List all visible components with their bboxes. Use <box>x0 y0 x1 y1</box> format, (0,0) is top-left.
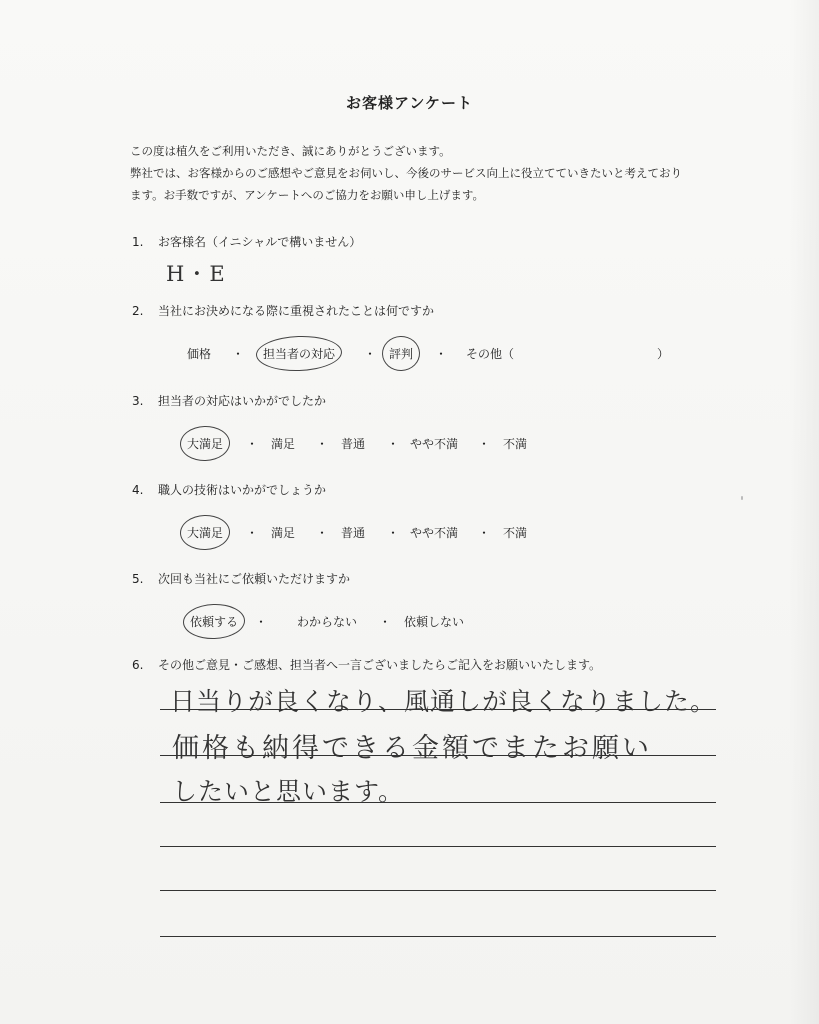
q5-separator: ・ <box>379 615 392 629</box>
q1-handwritten-answer: H・E <box>166 262 227 286</box>
q2-option-staff-response-selected[interactable]: 担当者の対応 <box>263 347 336 361</box>
question-number: 1. <box>132 235 144 249</box>
q3-option-very-satisfied-selected[interactable]: 大満足 <box>187 437 224 451</box>
q2-separator: ・ <box>435 347 448 361</box>
question-number: 3. <box>132 394 144 408</box>
q4-option-dissatisfied[interactable]: 不満 <box>503 526 528 540</box>
q3-option-average[interactable]: 普通 <box>341 437 366 451</box>
question-text: 当社にお決めになる際に重視されたことは何ですか <box>158 304 435 318</box>
q4-separator: ・ <box>246 526 259 540</box>
question-number: 5. <box>132 572 144 586</box>
answer-rule-5 <box>160 890 716 891</box>
question-4 <box>132 481 326 498</box>
q4-option-somewhat-dissatisfied[interactable]: やや不満 <box>410 526 459 540</box>
q2-separator: ・ <box>364 347 377 361</box>
q6-handwritten-line-3: したいと思います。 <box>172 777 405 806</box>
question-number: 4. <box>132 483 144 497</box>
q6-handwritten-line-1: 日当りが良くなり、風通しが良くなりました。 <box>170 687 717 716</box>
question-3 <box>132 392 326 409</box>
question-2 <box>132 302 434 319</box>
question-text: その他ご意見・ご感想、担当者へ一言ございましたらご記入をお願いいたします。 <box>158 658 602 672</box>
q3-separator: ・ <box>316 437 329 451</box>
intro-line-3: ます。お手数ですが、アンケートへのご協力をお願い申し上げます。 <box>130 188 484 202</box>
question-1 <box>132 233 361 250</box>
question-text: 次回も当社にご依頼いただけますか <box>158 572 351 586</box>
answer-rule-2 <box>160 755 716 756</box>
question-text: お客様名（イニシャルで構いません） <box>158 235 362 249</box>
q2-option-price[interactable]: 価格 <box>187 347 212 361</box>
q4-separator: ・ <box>478 526 491 540</box>
q5-option-will-request-selected[interactable]: 依頼する <box>190 615 239 629</box>
question-5 <box>132 570 350 587</box>
q2-option-reputation-selected[interactable]: 評判 <box>389 347 414 361</box>
q3-separator: ・ <box>387 437 400 451</box>
survey-title: お客様アンケート <box>345 94 474 112</box>
q2-option-other-close: ） <box>657 347 670 361</box>
q4-separator: ・ <box>387 526 400 540</box>
q3-separator: ・ <box>478 437 491 451</box>
q5-separator: ・ <box>255 615 268 629</box>
question-6 <box>132 656 601 673</box>
q6-handwritten-line-2: 価格も納得できる金額でまたお願い <box>172 733 652 764</box>
q2-option-other[interactable]: その他（ <box>466 347 515 361</box>
question-number: 6. <box>132 658 144 672</box>
q3-separator: ・ <box>246 437 259 451</box>
q4-option-satisfied[interactable]: 満足 <box>271 526 296 540</box>
page-edge-shadow <box>789 0 819 1024</box>
q3-option-dissatisfied[interactable]: 不満 <box>503 437 528 451</box>
answer-rule-1 <box>160 709 716 710</box>
question-number: 2. <box>132 304 144 318</box>
q3-option-somewhat-dissatisfied[interactable]: やや不満 <box>410 437 459 451</box>
q2-separator: ・ <box>232 347 245 361</box>
q4-option-very-satisfied-selected[interactable]: 大満足 <box>187 526 224 540</box>
question-text: 担当者の対応はいかがでしたか <box>158 394 327 408</box>
q5-option-dont-know[interactable]: わからない <box>297 615 358 629</box>
intro-line-2: 弊社では、お客様からのご感想やご意見をお伺いし、今後のサービス向上に役立てていきたいと考えており <box>130 166 682 180</box>
q3-option-satisfied[interactable]: 満足 <box>271 437 296 451</box>
intro-line-1: この度は植久をご利用いただき、誠にありがとうございます。 <box>130 144 451 158</box>
answer-rule-3 <box>160 802 716 803</box>
q5-option-will-not-request[interactable]: 依頼しない <box>404 615 465 629</box>
q4-separator: ・ <box>316 526 329 540</box>
answer-rule-6 <box>160 936 716 937</box>
q4-option-average[interactable]: 普通 <box>341 526 366 540</box>
question-text: 職人の技術はいかがでしょうか <box>158 483 327 497</box>
answer-rule-4 <box>160 846 716 847</box>
paper-speck <box>741 496 743 500</box>
